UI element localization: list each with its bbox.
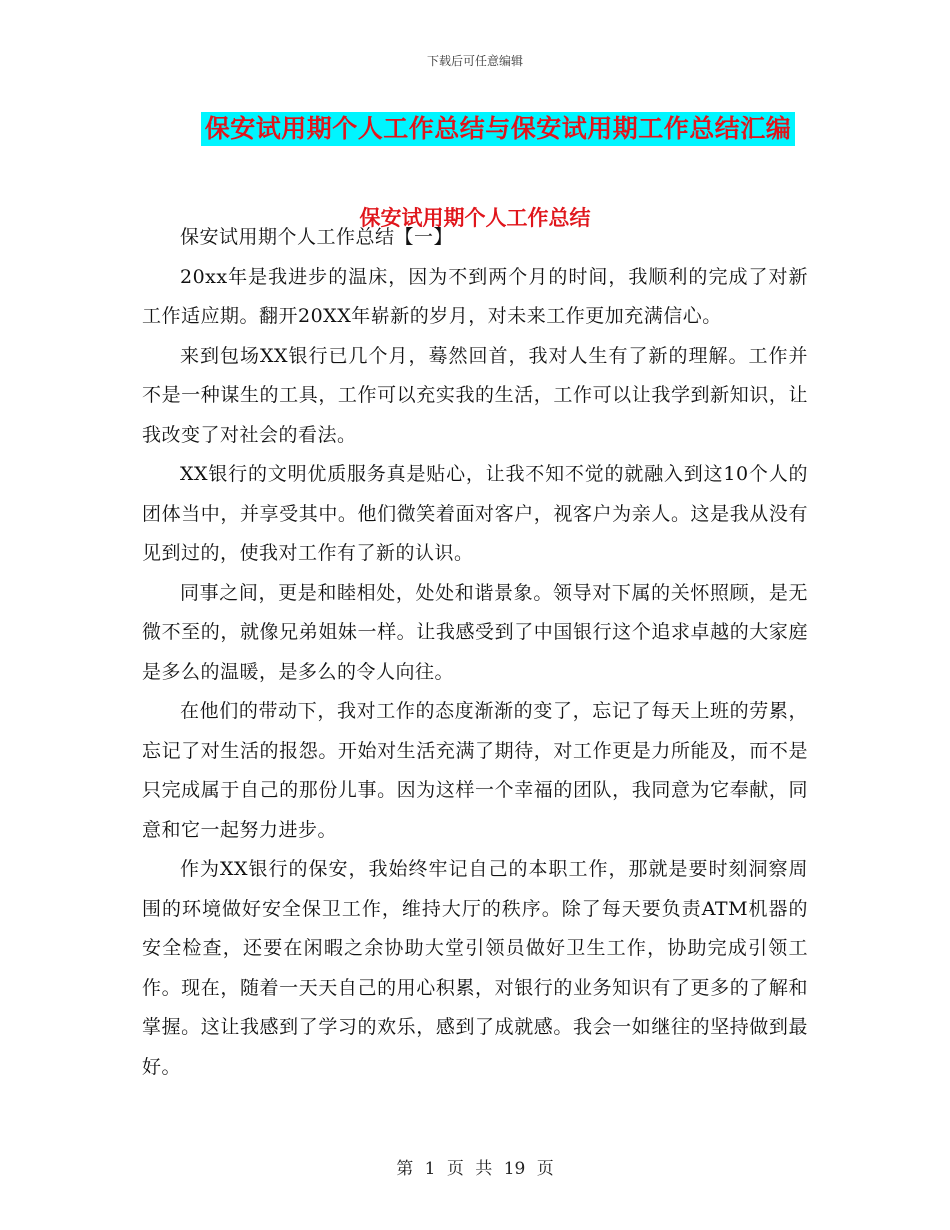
paragraph: 20xx年是我进步的温床，因为不到两个月的时间，我顺利的完成了对新工作适应期。翻开20XX年崭新的岁月，对未来工作更加充满信心。: [142, 265, 808, 327]
page-number-footer: 第 1 页 共 19 页: [396, 1159, 554, 1179]
paragraph: 同事之间，更是和睦相处，处处和谐景象。领导对下属的关怀照顾，是无微不至的，就像兄弟姐妹一样。让我感受到了中国银行这个追求卓越的大家庭是多么的温暖，是多么的令人向往。: [142, 581, 808, 683]
paragraph: 来到包场XX银行已几个月，蓦然回首，我对人生有了新的理解。工作并不是一种谋生的工具，工作可以充实我的生活，工作可以让我学到新知识，让我改变了对社会的看法。: [142, 344, 808, 446]
main-title: 保安试用期个人工作总结与保安试用期工作总结汇编: [201, 112, 796, 146]
section-title: 保安试用期个人工作总结: [359, 206, 591, 230]
page-header-note: 下载后可任意编辑: [426, 54, 523, 68]
paragraph: XX银行的文明优质服务真是贴心，让我不知不觉的就融入到这10个人的团体当中，并享受其中。他们微笑着面对客户，视客户为亲人。这是我从没有见到过的，使我对工作有了新的认识。: [142, 463, 808, 564]
main-title-container: [0, 112, 950, 146]
paragraph: 作为XX银行的保安，我始终牢记自己的本职工作，那就是要时刻洞察周围的环境做好安全保卫工作，维持大厅的秩序。除了每天要负责ATM机器的安全检查，还要在闲暇之余协助大堂引领员做好卫生工作，协助完成引领工作。现在，随着一天天自己的用心积累，对银行的业务知识有了更多的了解和掌握。这让我感到了学习的欢乐，感到了成就感。我会一如继往的坚持做到最好。: [142, 858, 808, 1078]
document-body: [142, 218, 808, 1087]
paragraph-subheading: 保安试用期个人工作总结【一】: [180, 226, 454, 248]
paragraph: 在他们的带动下，我对工作的态度渐渐的变了，忘记了每天上班的劳累，忘记了对生活的报怨。开始对生活充满了期待，对工作更是力所能及，而不是只完成属于自己的那份儿事。因为这样一个幸福的团队，我同意为它奉献，同意和它一起努力进步。: [142, 700, 808, 841]
